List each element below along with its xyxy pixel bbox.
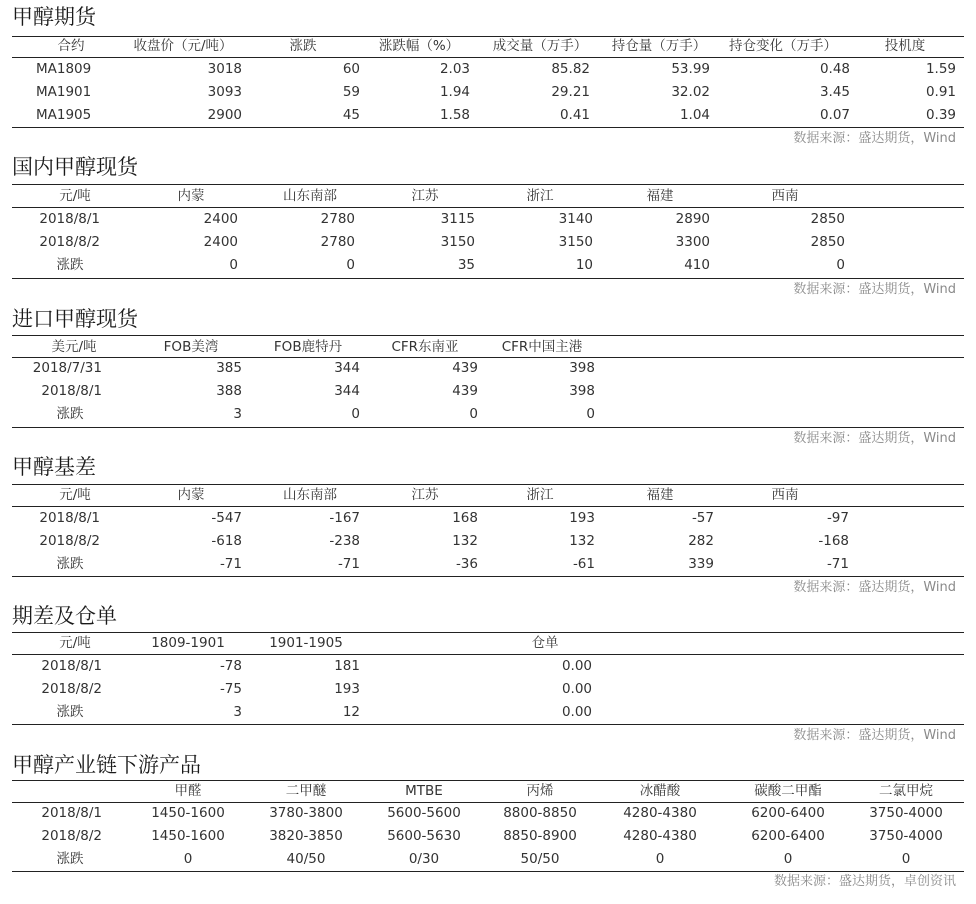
table-cell: 388 <box>216 383 242 399</box>
table-cell: 0.91 <box>925 84 956 100</box>
col-header: 二甲醚 <box>285 783 327 799</box>
col-header: 丙烯 <box>526 783 554 799</box>
header-top-rule <box>12 632 964 633</box>
table-cell: 40/50 <box>286 851 326 867</box>
col-header: 投机度 <box>884 38 926 54</box>
table-cell: 0 <box>351 406 360 422</box>
table-bottom-rule <box>12 871 964 872</box>
table-cell: -71 <box>337 556 360 572</box>
table-cell: 2018/8/1 <box>41 805 102 821</box>
col-header: 冰醋酸 <box>639 783 681 799</box>
table-cell: 2018/8/1 <box>41 383 102 399</box>
table-cell: 344 <box>334 360 360 376</box>
col-header: 福建 <box>646 487 674 503</box>
section-title: 甲醇期货 <box>12 5 96 29</box>
table-cell: 3820-3850 <box>269 828 343 844</box>
col-header: 涨跌幅（%） <box>378 38 460 54</box>
col-header: 二氯甲烷 <box>879 783 933 799</box>
table-bottom-rule <box>12 127 964 128</box>
table-cell: 3300 <box>675 234 710 250</box>
table-cell: 0 <box>655 851 665 867</box>
table-cell: 32.02 <box>671 84 710 100</box>
table-cell: 2890 <box>675 211 710 227</box>
table-cell: 2400 <box>203 234 238 250</box>
table-cell: 4280-4380 <box>623 805 697 821</box>
table-cell: 85.82 <box>551 61 590 77</box>
header-bottom-rule <box>12 654 964 655</box>
table-cell: 0 <box>836 257 845 273</box>
col-header: 浙江 <box>526 188 554 204</box>
table-cell: 涨跌 <box>56 406 84 422</box>
table-cell: -167 <box>329 510 360 526</box>
table-cell: 0.00 <box>561 704 592 720</box>
col-header: 福建 <box>646 188 674 204</box>
table-cell: 2780 <box>320 234 355 250</box>
table-cell: 2018/7/31 <box>32 360 102 376</box>
section-title: 甲醇产业链下游产品 <box>12 753 201 777</box>
section-title: 国内甲醇现货 <box>12 155 138 179</box>
col-header: 1809-1901 <box>151 635 225 651</box>
table-cell: 2400 <box>203 211 238 227</box>
table-cell: 1450-1600 <box>151 828 225 844</box>
table-cell: 2850 <box>810 234 845 250</box>
col-header: 江苏 <box>411 188 439 204</box>
table-cell: 53.99 <box>671 61 710 77</box>
table-cell: 344 <box>334 383 360 399</box>
table-cell: 1.04 <box>679 107 710 123</box>
col-header: 江苏 <box>411 487 439 503</box>
table-cell: 3750-4000 <box>869 805 943 821</box>
table-cell: -168 <box>818 533 849 549</box>
table-cell: -238 <box>329 533 360 549</box>
table-cell: 132 <box>569 533 595 549</box>
col-header: 山东南部 <box>283 188 337 204</box>
col-header: 1901-1905 <box>269 635 343 651</box>
table-cell: 5600-5630 <box>387 828 461 844</box>
col-header: FOB美湾 <box>163 339 219 355</box>
col-header: 碳酸二甲酯 <box>754 783 822 799</box>
data-source-note: 数据来源：盛达期货，Wind <box>793 728 956 743</box>
table-cell: MA1809 <box>36 61 92 77</box>
table-cell: MA1905 <box>36 107 92 123</box>
header-top-rule <box>12 184 964 185</box>
col-header: 内蒙 <box>177 487 205 503</box>
table-cell: 193 <box>334 681 360 697</box>
table-cell: 3150 <box>558 234 593 250</box>
table-cell: 282 <box>688 533 714 549</box>
col-header: 元/吨 <box>59 188 91 204</box>
section-title: 进口甲醇现货 <box>12 307 138 331</box>
table-cell: 3 <box>233 406 242 422</box>
header-top-rule <box>12 780 964 781</box>
table-cell: 2018/8/2 <box>39 234 100 250</box>
table-cell: 339 <box>688 556 714 572</box>
table-cell: 0.48 <box>819 61 850 77</box>
table-cell: 2018/8/2 <box>41 681 102 697</box>
header-bottom-rule <box>12 207 964 208</box>
table-cell: 3018 <box>207 61 242 77</box>
data-source-note: 数据来源：盛达期货，Wind <box>793 131 956 146</box>
col-header: 浙江 <box>526 487 554 503</box>
table-cell: 1.58 <box>439 107 470 123</box>
table-cell: 50/50 <box>520 851 560 867</box>
table-cell: 3 <box>233 704 242 720</box>
table-cell: 0/30 <box>408 851 440 867</box>
col-header: 持仓量（万手） <box>611 38 707 54</box>
table-cell: 2780 <box>320 211 355 227</box>
header-bottom-rule <box>12 357 964 358</box>
table-cell: 涨跌 <box>56 257 84 273</box>
col-header: CFR中国主港 <box>501 339 583 355</box>
table-cell: 0 <box>346 257 355 273</box>
table-cell: 3140 <box>558 211 593 227</box>
header-top-rule <box>12 335 964 336</box>
table-cell: 45 <box>342 107 360 123</box>
data-source-note: 数据来源：盛达期货，卓创资讯 <box>773 874 956 889</box>
col-header: 山东南部 <box>283 487 337 503</box>
table-cell: 3115 <box>440 211 475 227</box>
table-cell: 4280-4380 <box>623 828 697 844</box>
table-cell: 0 <box>229 257 238 273</box>
col-header: CFR东南亚 <box>391 339 459 355</box>
col-header: FOB鹿特丹 <box>273 339 343 355</box>
table-cell: 8850-8900 <box>503 828 577 844</box>
table-cell: 0.41 <box>559 107 590 123</box>
table-bottom-rule <box>12 576 964 577</box>
table-cell: 涨跌 <box>56 704 84 720</box>
col-header: 合约 <box>57 38 85 54</box>
table-cell: 3150 <box>440 234 475 250</box>
header-bottom-rule <box>12 802 964 803</box>
data-source-note: 数据来源：盛达期货，Wind <box>793 282 956 297</box>
table-cell: 3.45 <box>819 84 850 100</box>
table-cell: 0.00 <box>561 681 592 697</box>
table-bottom-rule <box>12 278 964 279</box>
table-cell: 6200-6400 <box>751 805 825 821</box>
section-title: 期差及仓单 <box>12 604 117 628</box>
table-cell: 0 <box>901 851 911 867</box>
table-cell: 398 <box>569 383 595 399</box>
table-cell: 3750-4000 <box>869 828 943 844</box>
section-title: 甲醇基差 <box>12 455 96 479</box>
table-cell: 2018/8/2 <box>39 533 100 549</box>
table-cell: 2018/8/1 <box>39 510 100 526</box>
table-cell: 181 <box>334 658 360 674</box>
table-bottom-rule <box>12 427 964 428</box>
table-cell: 1.59 <box>925 61 956 77</box>
table-cell: 2018/8/2 <box>41 828 102 844</box>
table-cell: -61 <box>572 556 595 572</box>
table-cell: -78 <box>219 658 242 674</box>
col-header: 收盘价（元/吨） <box>133 38 233 54</box>
table-cell: 0 <box>183 851 193 867</box>
table-cell: 60 <box>342 61 360 77</box>
table-cell: 0 <box>783 851 793 867</box>
table-cell: 6200-6400 <box>751 828 825 844</box>
table-cell: 2018/8/1 <box>41 658 102 674</box>
table-cell: -75 <box>219 681 242 697</box>
table-cell: 5600-5600 <box>387 805 461 821</box>
table-cell: 8800-8850 <box>503 805 577 821</box>
table-cell: -36 <box>455 556 478 572</box>
table-cell: 0.39 <box>925 107 956 123</box>
table-cell: 0 <box>586 406 595 422</box>
table-cell: 3780-3800 <box>269 805 343 821</box>
table-cell: 168 <box>452 510 478 526</box>
table-cell: -97 <box>826 510 849 526</box>
table-cell: 410 <box>684 257 710 273</box>
col-header: 元/吨 <box>59 635 91 651</box>
table-cell: 涨跌 <box>56 556 84 572</box>
col-header: 涨跌 <box>289 38 317 54</box>
table-cell: 2018/8/1 <box>39 211 100 227</box>
data-source-note: 数据来源：盛达期货，Wind <box>793 580 956 595</box>
header-bottom-rule <box>12 506 964 507</box>
table-cell: 1450-1600 <box>151 805 225 821</box>
table-cell: 12 <box>342 704 360 720</box>
table-cell: 29.21 <box>551 84 590 100</box>
col-header: 美元/吨 <box>51 339 97 355</box>
table-bottom-rule <box>12 724 964 725</box>
table-cell: 3093 <box>207 84 242 100</box>
col-header: MTBE <box>405 783 443 799</box>
table-cell: 193 <box>569 510 595 526</box>
table-cell: 132 <box>452 533 478 549</box>
table-cell: 1.94 <box>439 84 470 100</box>
col-header: 西南 <box>771 188 799 204</box>
table-cell: -71 <box>219 556 242 572</box>
table-cell: 59 <box>342 84 360 100</box>
table-cell: 10 <box>575 257 593 273</box>
table-cell: -547 <box>211 510 242 526</box>
col-header: 持仓变化（万手） <box>729 38 837 54</box>
table-cell: 385 <box>216 360 242 376</box>
table-cell: 398 <box>569 360 595 376</box>
col-header: 仓单 <box>531 635 559 651</box>
table-cell: 2.03 <box>439 61 470 77</box>
col-header: 内蒙 <box>177 188 205 204</box>
table-cell: 2850 <box>810 211 845 227</box>
table-cell: 439 <box>452 360 478 376</box>
col-header: 西南 <box>771 487 799 503</box>
table-cell: MA1901 <box>36 84 92 100</box>
col-header: 成交量（万手） <box>492 38 588 54</box>
table-cell: 0.07 <box>819 107 850 123</box>
table-cell: -57 <box>691 510 714 526</box>
table-cell: 0 <box>469 406 478 422</box>
col-header: 元/吨 <box>59 487 91 503</box>
table-cell: 涨跌 <box>56 851 84 867</box>
table-cell: 35 <box>457 257 475 273</box>
data-source-note: 数据来源：盛达期货，Wind <box>793 431 956 446</box>
header-top-rule <box>12 484 964 485</box>
table-cell: 439 <box>452 383 478 399</box>
header-bottom-rule <box>12 57 964 58</box>
table-cell: 0.00 <box>561 658 592 674</box>
table-cell: -71 <box>826 556 849 572</box>
col-header: 甲醛 <box>174 783 202 799</box>
table-cell: -618 <box>211 533 242 549</box>
table-cell: 2900 <box>207 107 242 123</box>
